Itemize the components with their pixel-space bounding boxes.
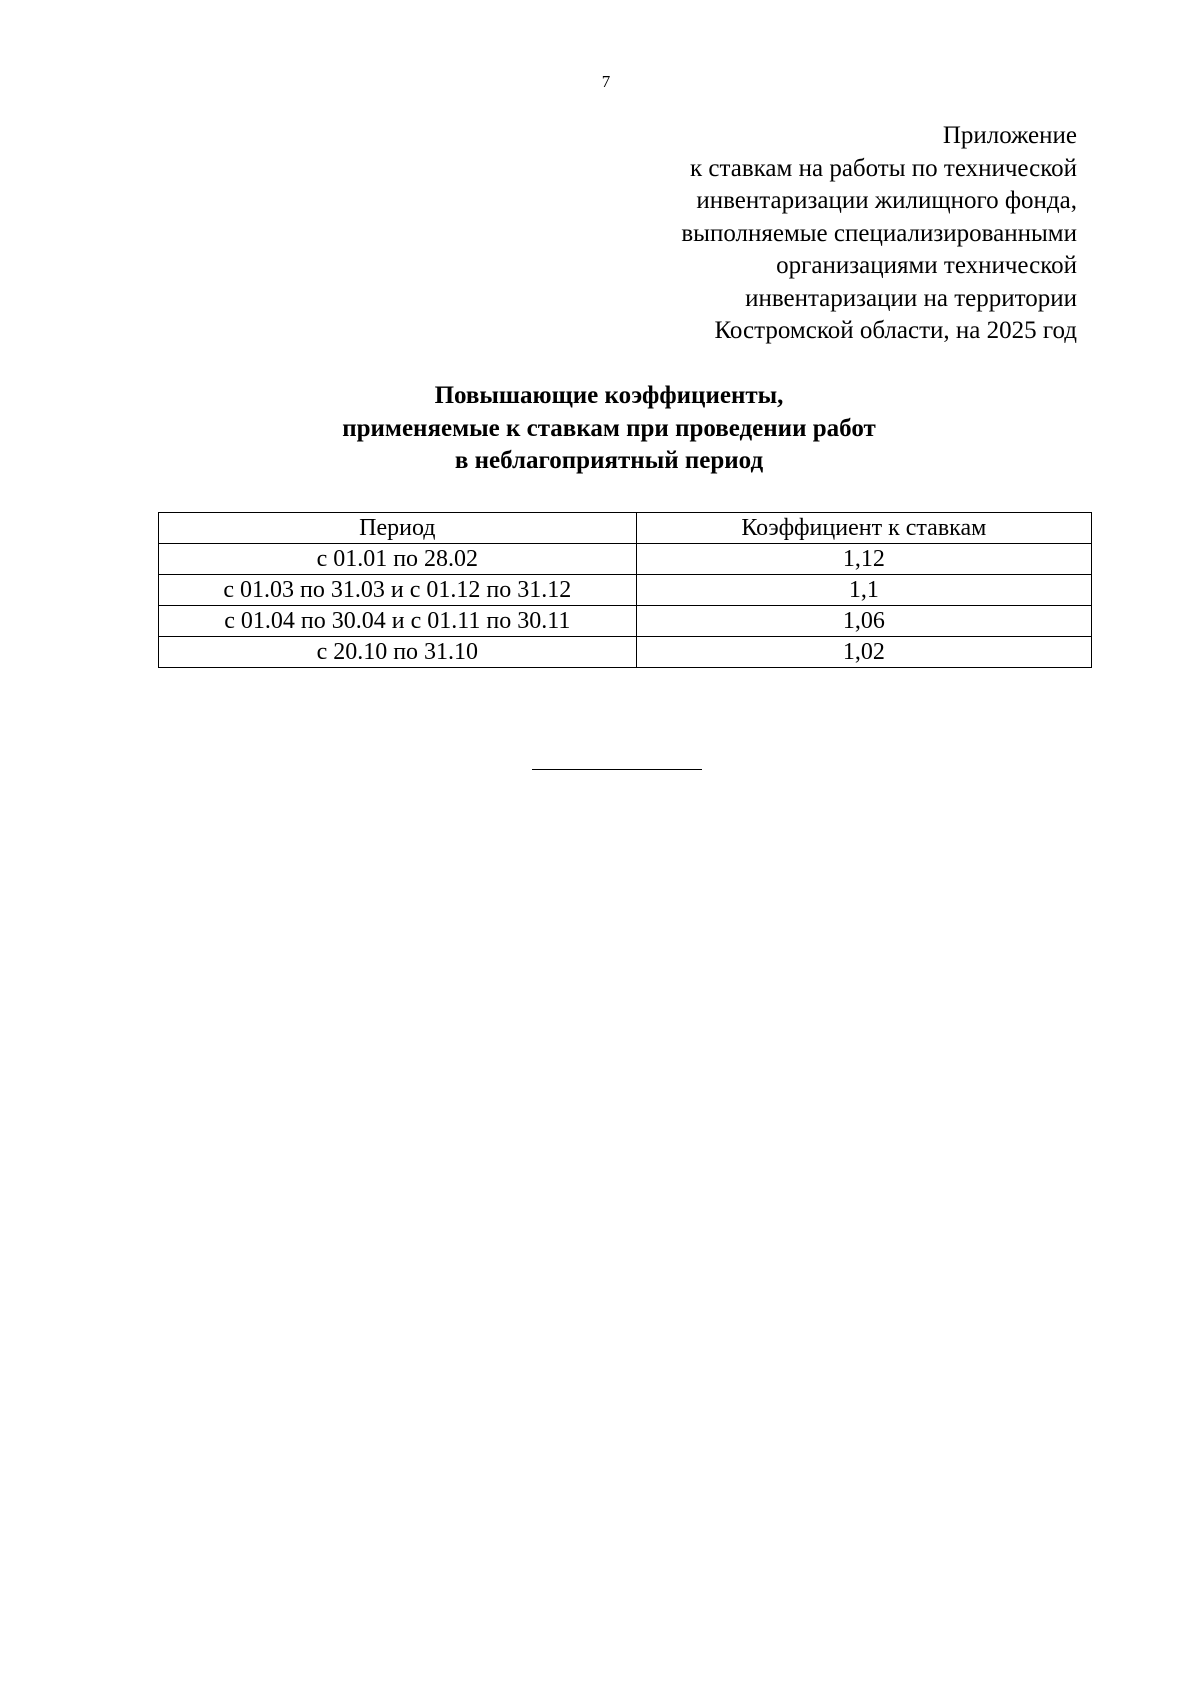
appendix-line: инвентаризации на территории xyxy=(745,284,1077,312)
coefficient-cell: 1,06 xyxy=(636,606,1091,637)
appendix-line: выполняемые специализированными xyxy=(681,219,1077,247)
table-row xyxy=(159,606,1092,637)
period-cell: с 01.01 по 28.02 xyxy=(159,544,637,575)
table-row xyxy=(159,544,1092,575)
title-line: в неблагоприятный период xyxy=(454,447,764,474)
header-coefficient: Коэффициент к ставкам xyxy=(636,513,1091,544)
coefficient-cell: 1,02 xyxy=(636,637,1091,668)
appendix-line: инвентаризации жилищного фонда, xyxy=(696,187,1077,214)
appendix-line: организациями технической xyxy=(776,252,1077,279)
period-cell: с 01.04 по 30.04 и с 01.11 по 30.11 xyxy=(159,606,637,637)
end-of-document-line xyxy=(532,769,702,770)
appendix-line: к ставкам на работы по технической xyxy=(690,154,1077,182)
coefficient-table xyxy=(158,512,1092,668)
period-cell: с 01.03 по 31.03 и с 01.12 по 31.12 xyxy=(159,575,637,606)
table-row xyxy=(159,575,1092,606)
title-line: Повышающие коэффициенты, xyxy=(434,382,784,409)
header-period: Период xyxy=(159,513,637,544)
document-title xyxy=(0,380,1200,478)
coefficient-cell: 1,1 xyxy=(636,575,1091,606)
title-line: применяемые к ставкам при проведении работ xyxy=(342,414,876,442)
table-row xyxy=(159,637,1092,668)
appendix-header xyxy=(517,120,1077,348)
appendix-line: Костромской области, на 2025 год xyxy=(714,317,1077,344)
period-cell: с 20.10 по 31.10 xyxy=(159,637,637,668)
appendix-line: Приложение xyxy=(942,122,1077,149)
table-header-row xyxy=(159,513,1092,544)
page-number: 7 xyxy=(601,72,611,91)
coefficient-cell: 1,12 xyxy=(636,544,1091,575)
